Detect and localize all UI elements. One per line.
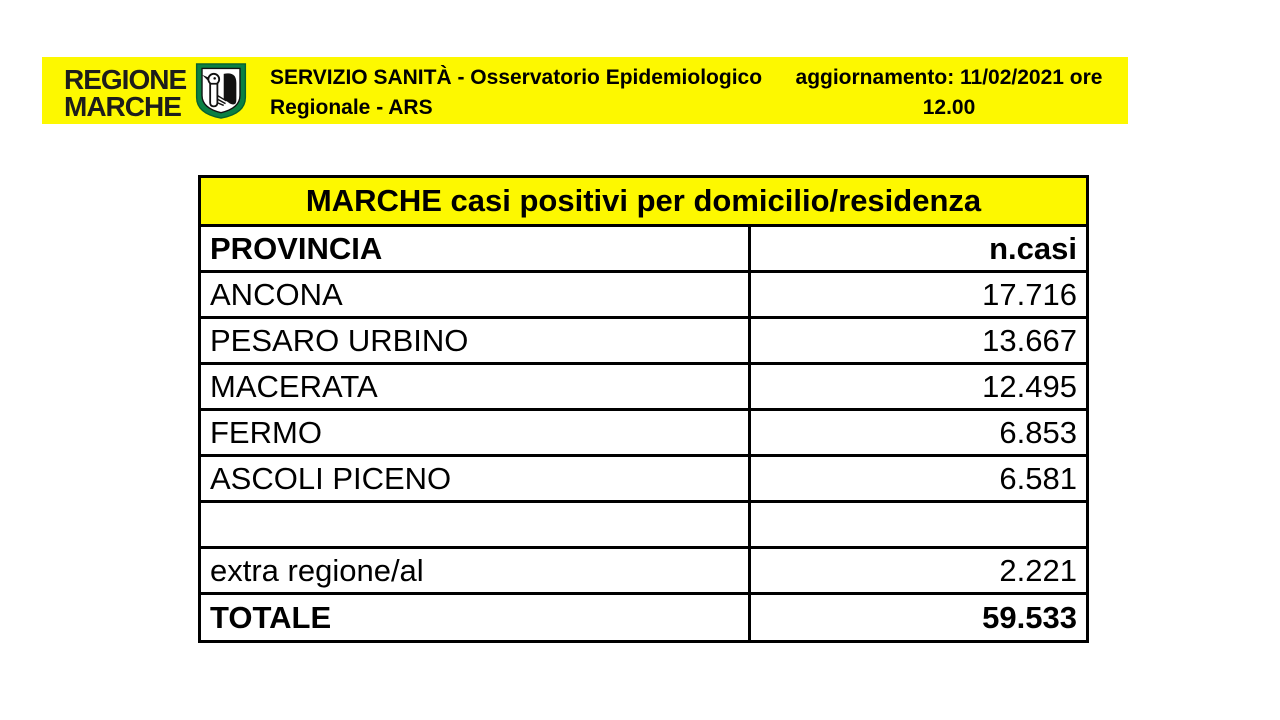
table-row-fermo bbox=[201, 411, 1086, 457]
province-cell: MACERATA bbox=[201, 365, 751, 408]
table-title: MARCHE casi positivi per domicilio/residenza bbox=[201, 178, 1086, 227]
update-line2: 12.00 bbox=[922, 96, 976, 119]
table-row-empty bbox=[201, 503, 1086, 549]
service-line2: Regionale - ARS bbox=[270, 96, 433, 119]
province-cell: PESARO URBINO bbox=[201, 319, 751, 362]
cases-cell: 6.581 bbox=[999, 460, 1077, 496]
update-timestamp bbox=[784, 63, 1114, 123]
table-row-pesaro-urbino bbox=[201, 319, 1086, 365]
cases-cell: 6.853 bbox=[999, 414, 1077, 450]
regione-marche-shield-icon bbox=[193, 63, 249, 124]
column-header-provincia: PROVINCIA bbox=[201, 227, 751, 270]
cases-cell: 2.221 bbox=[999, 552, 1077, 588]
table-row-totale bbox=[201, 595, 1086, 640]
regione-marche-logo bbox=[64, 63, 249, 124]
province-cell: ANCONA bbox=[201, 273, 751, 316]
service-line1: SERVIZIO SANITÀ - Osservatorio Epidemiologico bbox=[270, 66, 763, 89]
logo-line2: MARCHE bbox=[64, 90, 181, 122]
province-cell: FERMO bbox=[201, 411, 751, 454]
service-title bbox=[270, 63, 790, 123]
table-row-ancona bbox=[201, 273, 1086, 319]
table-row-ascoli-piceno bbox=[201, 457, 1086, 503]
cases-cell: 17.716 bbox=[982, 276, 1077, 312]
update-line1: aggiornamento: 11/02/2021 ore bbox=[795, 66, 1103, 89]
total-label-cell: TOTALE bbox=[201, 595, 751, 640]
province-cell bbox=[201, 503, 751, 546]
table-row-macerata bbox=[201, 365, 1086, 411]
province-cell: ASCOLI PICENO bbox=[201, 457, 751, 500]
logo-line1: REGIONE bbox=[64, 64, 187, 96]
table-row-extra-regione bbox=[201, 549, 1086, 595]
cases-cell: 13.667 bbox=[982, 322, 1077, 358]
province-cell: extra regione/al bbox=[201, 549, 751, 592]
header-banner bbox=[42, 57, 1128, 124]
cases-cell bbox=[751, 503, 1086, 546]
column-header-ncasi: n.casi bbox=[989, 230, 1077, 266]
table-header-row bbox=[201, 227, 1086, 273]
cases-table bbox=[198, 175, 1089, 643]
cases-cell: 12.495 bbox=[982, 368, 1077, 404]
logo-wordmark bbox=[64, 64, 187, 122]
total-value-cell: 59.533 bbox=[982, 599, 1077, 635]
